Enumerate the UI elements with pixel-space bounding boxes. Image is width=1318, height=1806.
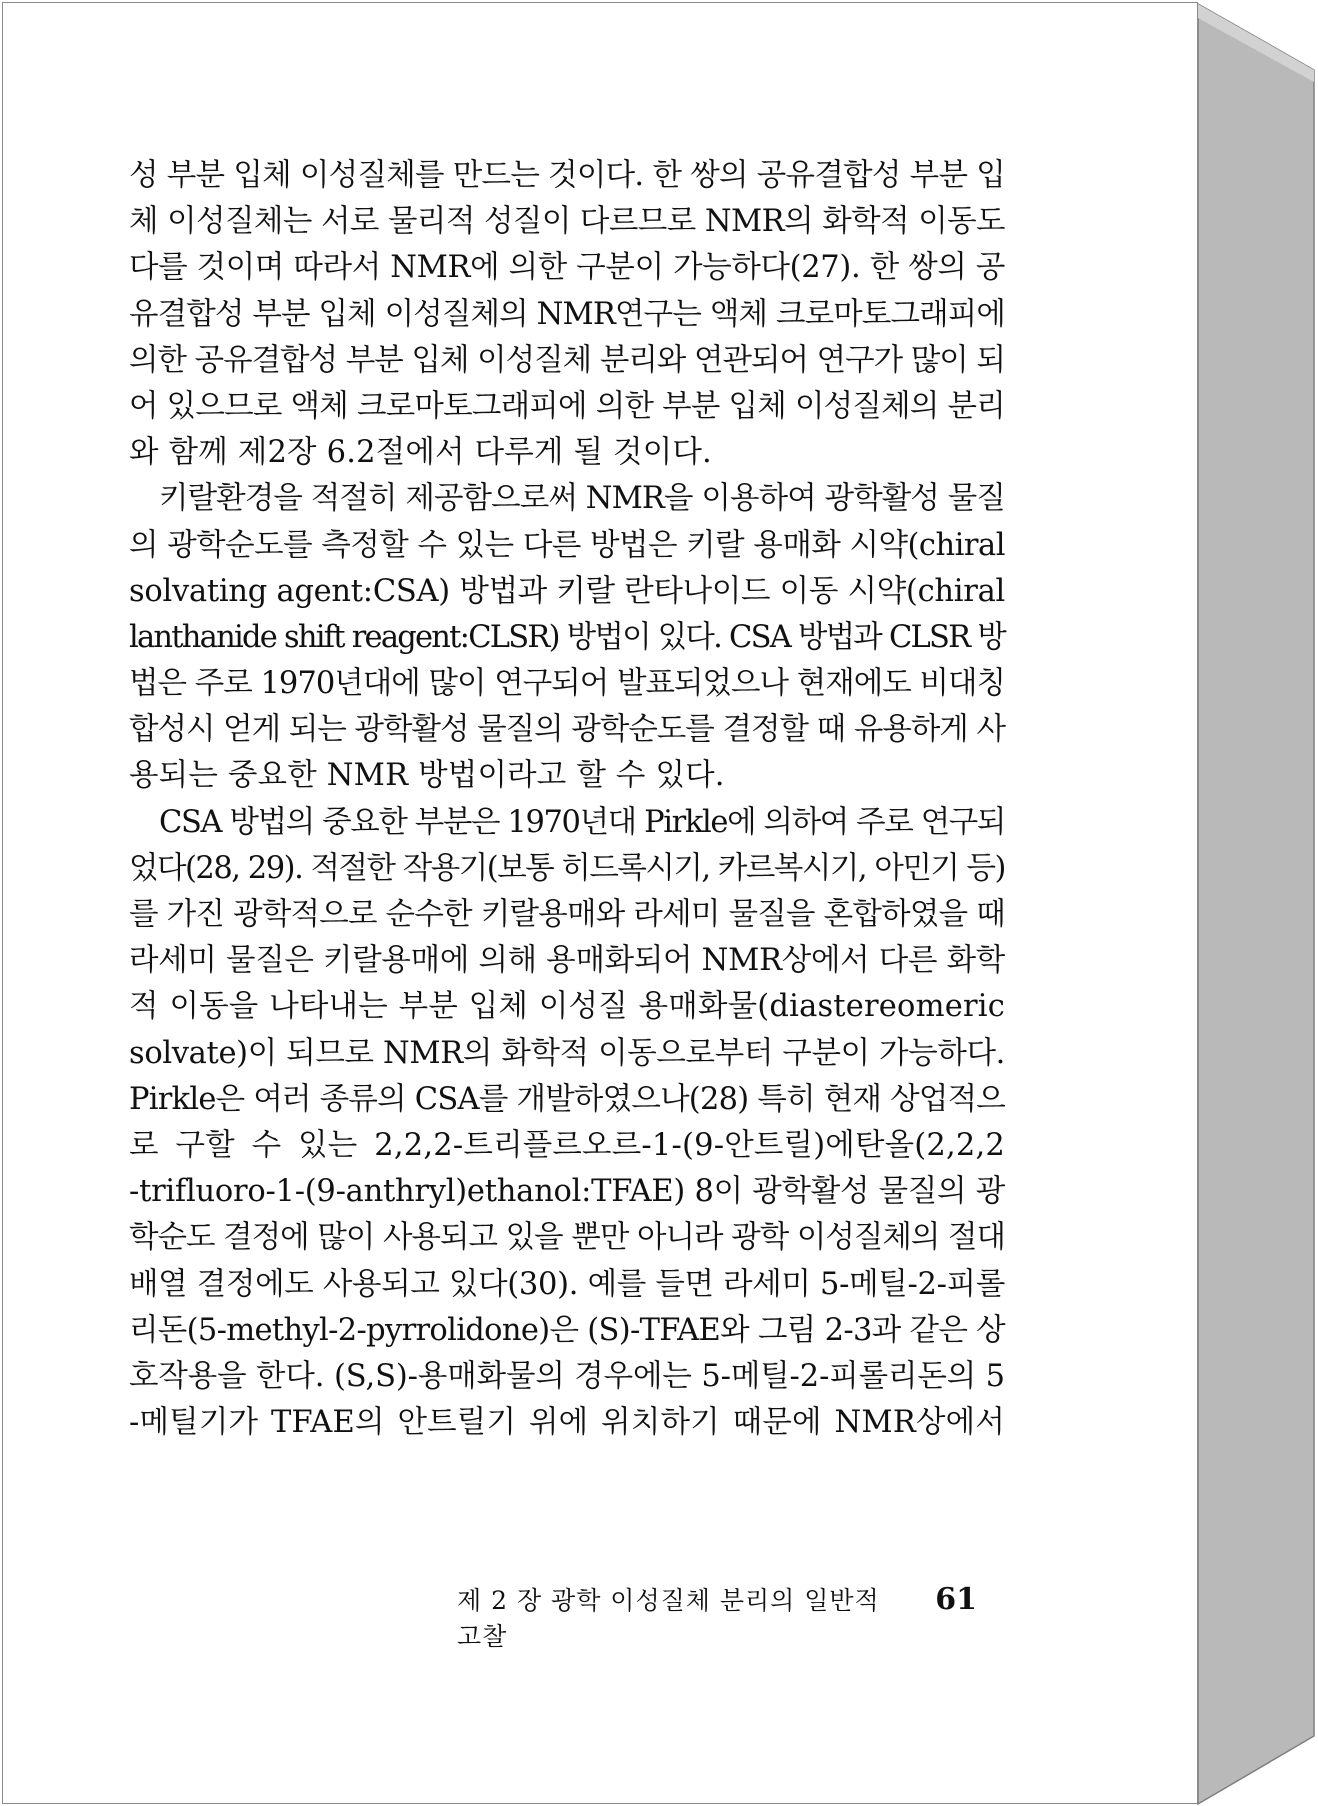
page-footer [457,1581,977,1651]
text-line: 었다(28, 29). 적절한 작용기(보통 히드록시기, 카르복시기, 아민기 등) [129,850,1005,886]
text-line: 라세미 물질은 키랄용매에 의해 용매화되어 NMR상에서 다른 화학 [129,943,1005,979]
text-line: 배열 결정에도 사용되고 있다(30). 예를 들면 라세미 5-메틸-2-피롤 [129,1266,1005,1302]
text-line: 키랄환경을 적절히 제공함으로써 NMR을 이용하여 광학활성 물질 [159,481,1005,517]
text-line: 법은 주로 1970년대에 많이 연구되어 발표되었으나 현재에도 비대칭 [129,666,1006,702]
text-line: 유결합성 부분 입체 이성질체의 NMR연구는 액체 크로마토그래피에 [129,296,1005,332]
text-line: 학순도 결정에 많이 사용되고 있을 뿐만 아니라 광학 이성질체의 절대 [129,1220,1005,1256]
text-line: 를 가진 광학적으로 순수한 키랄용매와 라세미 물질을 혼합하였을 때 [129,897,1005,932]
text-line: solvate)이 되므로 NMR의 화학적 이동으로부터 구분이 가능하다. [129,1035,1005,1071]
text-line: 적 이동을 나타내는 부분 입체 이성질 용매화물(diastereomeric [129,989,1005,1025]
text-line: 의한 공유결합성 부분 입체 이성질체 분리와 연관되어 연구가 많이 되 [129,342,1005,378]
text-line: CSA 방법의 중요한 부분은 1970년대 Pirkle에 의하여 주로 연구되 [159,804,1005,840]
text-line: 용되는 중요한 NMR 방법이라고 할 수 있다. [129,758,725,794]
page-sheet [2,2,1198,1804]
text-line: 의 광학순도를 측정할 수 있는 다른 방법은 키랄 용매화 시약(chiral [129,527,1005,563]
text-line: 로 구할 수 있는 2,2,2-트리플르오르-1-(9-안트릴)에탄올(2,2,2 [129,1127,1005,1163]
running-head: 제 2 장 광학 이성질체 분리의 일반적 고찰 [457,1586,880,1651]
text-line: 다를 것이며 따라서 NMR에 의한 구분이 가능하다(27). 한 쌍의 공 [129,250,1005,286]
text-line: Pirkle은 여러 종류의 CSA를 개발하였으나(28) 특히 현재 상업적으 [129,1081,1005,1117]
text-line: lanthanide shift reagent:CLSR) 방법이 있다. CSA 방법과 CLSR 방 [129,619,1005,655]
text-line: 와 함께 제2장 6.2절에서 다루게 될 것이다. [129,435,712,471]
text-line: 성 부분 입체 이성질체를 만드는 것이다. 한 쌍의 공유결합성 부분 입 [129,158,1005,193]
text-line: -메틸기가 TFAE의 안트릴기 위에 위치하기 때문에 NMR상에서 [129,1405,1005,1441]
text-line: -trifluoro-1-(9-anthryl)ethanol:TFAE) 8이 광학활성 물질의 광 [129,1174,1005,1210]
text-line: 리돈(5-methyl-2-pyrrolidone)은 (S)-TFAE와 그림 2-3과 같은 상 [129,1312,1005,1348]
text-line: 체 이성질체는 서로 물리적 성질이 다르므로 NMR의 화학적 이동도 [129,204,1005,240]
page-number: 61 [935,1582,977,1617]
body-text [129,153,1005,1446]
text-line: 합성시 얻게 되는 광학활성 물질의 광학순도를 결정할 때 유용하게 사 [129,712,1005,748]
text-line: solvating agent:CSA) 방법과 키랄 란타나이드 이동 시약(chiral [129,573,1005,609]
text-line: 어 있으므로 액체 크로마토그래피에 의한 부분 입체 이성질체의 분리 [129,388,1005,424]
text-line: 호작용을 한다. (S,S)-용매화물의 경우에는 5-메틸-2-피롤리돈의 5 [129,1358,1005,1394]
